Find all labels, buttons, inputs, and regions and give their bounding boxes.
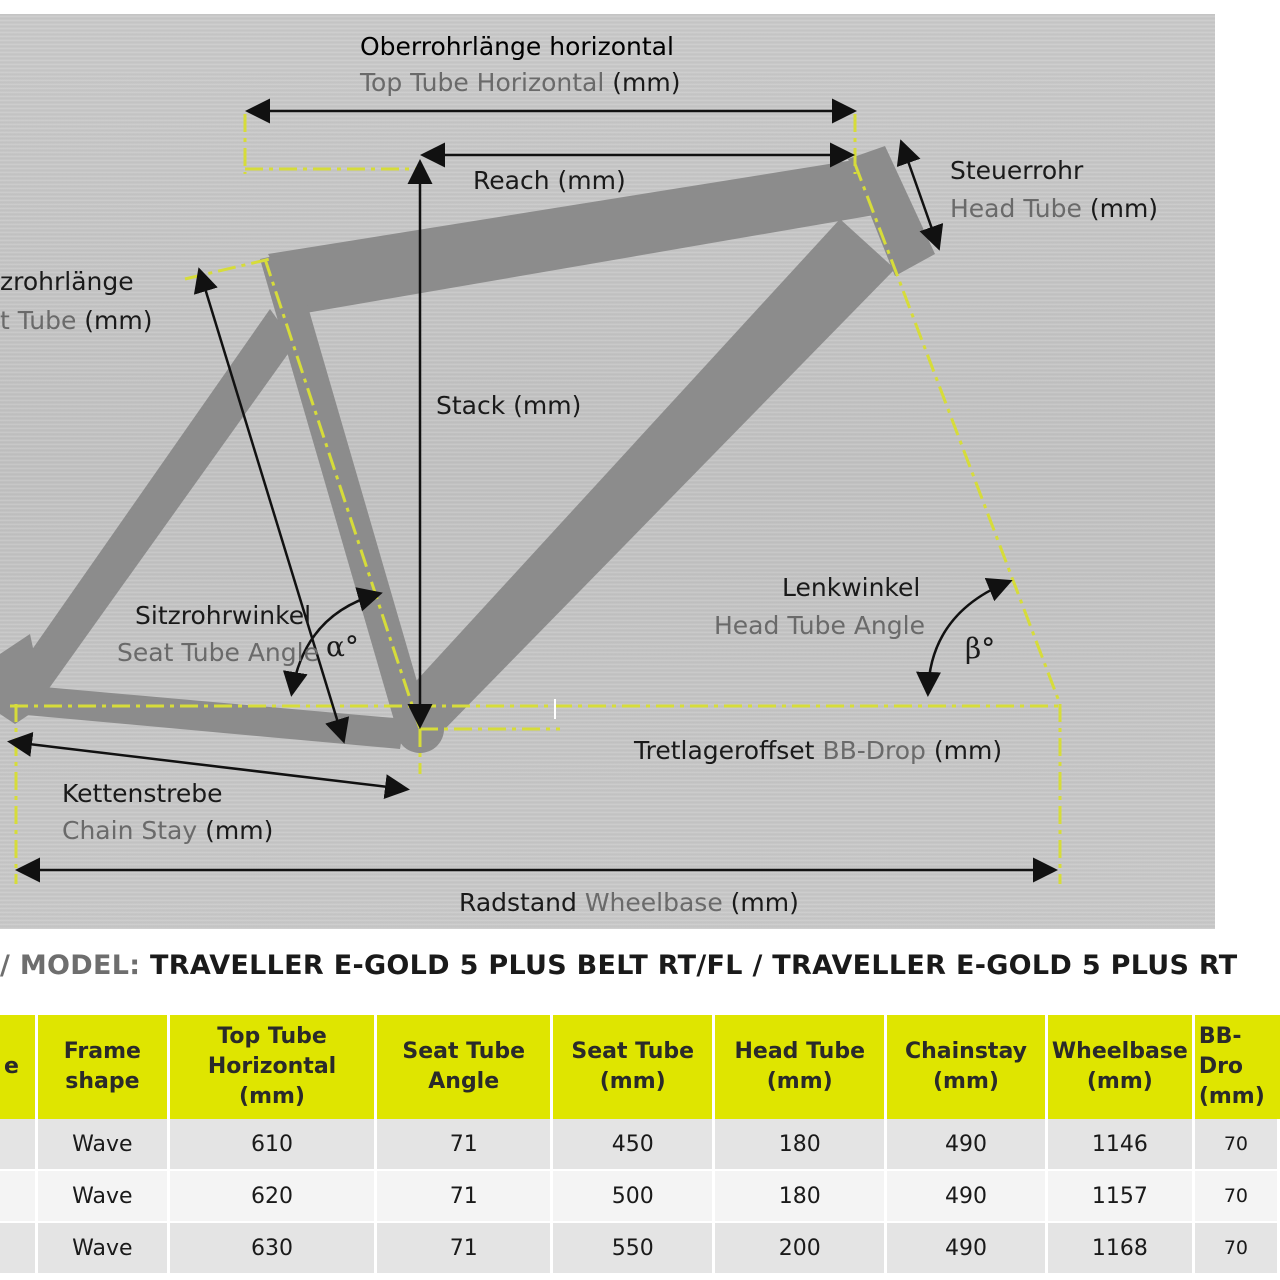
top-tube-en: Top Tube Horizontal — [360, 68, 605, 97]
table-row — [0, 1171, 1280, 1223]
cell-size — [0, 1119, 38, 1171]
model-name: TRAVELLER E-GOLD 5 PLUS BELT RT/FL / TRAVELLER E-GOLD 5 PLUS RT — [150, 950, 1238, 981]
header-size: e — [0, 1015, 38, 1119]
bb-drop-de: Tretlageroffset — [634, 736, 815, 765]
table-row — [0, 1223, 1280, 1275]
table-row — [0, 1119, 1280, 1171]
cell-top-tube: 630 — [170, 1223, 378, 1275]
top-tube-label-de: Oberrohrlänge horizontal — [360, 32, 674, 61]
seat-tube-unit: (mm) — [84, 306, 153, 335]
header-frame-shape: Frame shape — [38, 1015, 170, 1119]
cell-head-tube: 180 — [715, 1119, 887, 1171]
head-tube-label-de: Steuerrohr — [950, 156, 1084, 185]
cell-size — [0, 1223, 38, 1275]
cell-chainstay: 490 — [887, 1119, 1048, 1171]
cell-bb-drop: 70 — [1195, 1223, 1280, 1275]
table-header-row — [0, 1015, 1280, 1119]
top-tube-label-en — [360, 68, 680, 98]
cell-bb-drop: 70 — [1195, 1119, 1280, 1171]
seat-angle-label-de: Sitzrohrwinkel — [135, 601, 312, 630]
bb-drop-unit: (mm) — [933, 736, 1003, 765]
head-angle-label-de: Lenkwinkel — [782, 573, 921, 602]
reach-label: Reach (mm) — [473, 166, 626, 195]
bb-drop-en: BB-Drop — [822, 736, 926, 765]
cell-chainstay: 490 — [887, 1171, 1048, 1223]
chain-stay-en: Chain Stay — [62, 816, 198, 845]
cell-head-tube: 200 — [715, 1223, 887, 1275]
header-top-tube: Top Tube Horizontal (mm) — [170, 1015, 378, 1119]
wheelbase-unit: (mm) — [730, 888, 799, 917]
alpha-symbol: α° — [326, 630, 359, 663]
head-tube-unit: (mm) — [1089, 194, 1159, 223]
cell-seat-angle: 71 — [377, 1223, 553, 1275]
cell-head-tube: 180 — [715, 1171, 887, 1223]
seat-tube-en: t Tube — [0, 306, 77, 335]
cell-seat-tube: 500 — [553, 1171, 715, 1223]
seat-tube-label-en — [0, 306, 153, 336]
cell-seat-angle: 71 — [377, 1171, 553, 1223]
cell-frame-shape: Wave — [38, 1171, 170, 1223]
cell-seat-angle: 71 — [377, 1119, 553, 1171]
cell-wheelbase: 1146 — [1048, 1119, 1195, 1171]
head-tube-label-en — [950, 194, 1158, 224]
cell-seat-tube: 450 — [553, 1119, 715, 1171]
cell-top-tube: 620 — [170, 1171, 378, 1223]
header-chainstay: Chainstay (mm) — [887, 1015, 1048, 1119]
geometry-diagram — [0, 14, 1215, 929]
chain-stay-unit: (mm) — [205, 816, 274, 845]
stack-label: Stack (mm) — [436, 391, 582, 420]
header-seat-tube: Seat Tube (mm) — [553, 1015, 715, 1119]
seat-tube-label-de: zrohrlänge — [0, 267, 134, 296]
cell-frame-shape: Wave — [38, 1119, 170, 1171]
seat-angle-label-en: Seat Tube Angle — [117, 638, 319, 667]
geometry-table — [0, 1015, 1280, 1275]
wheelbase-label — [459, 888, 799, 918]
wheelbase-de: Radstand — [459, 888, 577, 917]
header-seat-tube-angle: Seat Tube Angle — [377, 1015, 553, 1119]
top-tube-unit: (mm) — [612, 68, 681, 97]
cell-wheelbase: 1157 — [1048, 1171, 1195, 1223]
cell-wheelbase: 1168 — [1048, 1223, 1195, 1275]
model-prefix: / MODEL: — [0, 950, 141, 981]
chain-stay-label-en — [62, 816, 273, 846]
header-bb-drop: BB-Dro (mm) — [1195, 1015, 1280, 1119]
header-head-tube: Head Tube (mm) — [715, 1015, 887, 1119]
model-title — [0, 950, 1238, 981]
cell-top-tube: 610 — [170, 1119, 378, 1171]
head-tube-en: Head Tube — [950, 194, 1082, 223]
beta-symbol: β° — [965, 632, 996, 665]
chain-stay-label-de: Kettenstrebe — [62, 779, 223, 808]
header-wheelbase: Wheelbase (mm) — [1048, 1015, 1195, 1119]
cell-seat-tube: 550 — [553, 1223, 715, 1275]
cell-chainstay: 490 — [887, 1223, 1048, 1275]
bb-drop-label — [634, 736, 1002, 766]
cell-frame-shape: Wave — [38, 1223, 170, 1275]
wheelbase-en: Wheelbase — [584, 888, 723, 917]
head-angle-label-en: Head Tube Angle — [714, 611, 925, 640]
cell-size — [0, 1171, 38, 1223]
cell-bb-drop: 70 — [1195, 1171, 1280, 1223]
